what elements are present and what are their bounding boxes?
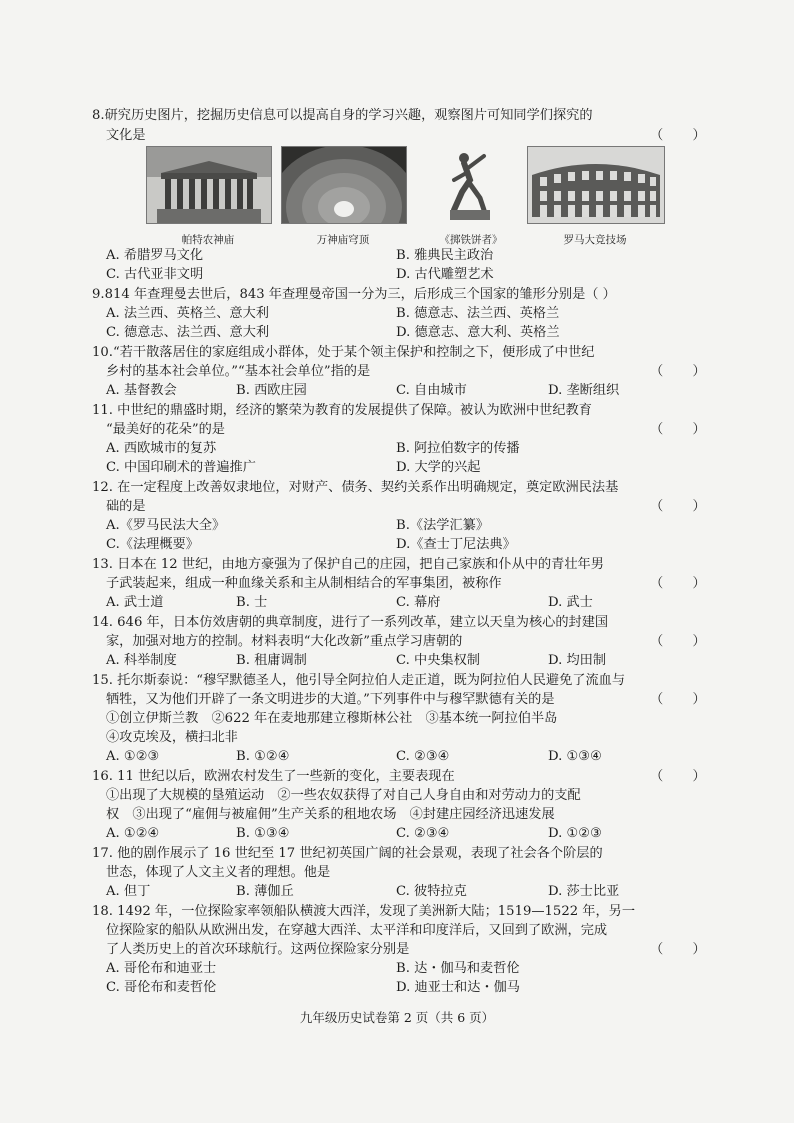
colosseum-photo [527,146,665,224]
question-text: 11. 中世纪的鼎盛时期，经济的繁荣为教育的发展提供了保障。被认为欧洲中世纪教育 [92,403,592,418]
question-text: 10.“若干散落居住的家庭组成小群体，处于某个领主保护和控制之下，便形成了中世纪 [92,345,595,360]
option-b: B. 租庸调制 [236,653,307,668]
photo-strip [0,146,794,250]
question-text: 14. 646 年，日本仿效唐朝的典章制度，进行了一系列改革，建立以天皇为核心的封建国 [92,615,609,630]
photo-caption: 帕特农神庙 [181,234,235,246]
question-text: 8.研究历史图片，挖掘历史信息可以提高自身的学习兴趣，观察图片可知同学们探究的 [92,108,593,123]
answer-paren: （ ） [650,128,706,143]
question-text: 12. 在一定程度上改善奴隶地位，对财产、债务、契约关系作出明确规定，奠定欧洲民法基 [92,480,619,495]
question-text: 文化是 [106,128,146,143]
option-d: D. ①③④ [548,749,602,764]
question-text: 家，加强对地方的控制。材料表明“大化改新”重点学习唐朝的 [106,634,463,649]
answer-paren: （ ） [650,499,706,514]
photo-caption: 罗马大竞技场 [563,234,627,246]
option-a: A. 但丁 [106,884,151,899]
option-d: D.《查士丁尼法典》 [396,537,516,552]
option-a: A. 法兰西、英格兰、意大利 [106,306,269,321]
option-a: A. 西欧城市的复苏 [106,441,217,456]
question-text: 础的是 [106,499,146,514]
parthenon-photo [146,146,272,224]
question-text: 世态，体现了人文主义者的理想。他是 [106,865,331,880]
page-footer: 九年级历史试卷第 2 页（共 6 页） [299,1010,495,1025]
option-d: D. 迪亚士和达・伽马 [396,980,520,995]
option-c: C.《法理概要》 [106,537,199,552]
question-text: 子武装起来，组成一种血缘关系和主从制相结合的军事集团，被称作 [106,576,502,591]
question-text: 17. 他的剧作展示了 16 世纪至 17 世纪初英国广阔的社会景观，表现了社会各个阶层的 [92,846,603,861]
option-a: A. 科举制度 [106,653,177,668]
option-b: B. 德意志、法兰西、英格兰 [396,306,560,321]
option-b: B. 薄伽丘 [236,884,294,899]
answer-paren: （ ） [650,364,706,379]
option-c: C. 古代亚非文明 [106,267,204,282]
answer-paren: （ ） [650,634,706,649]
option-d: D. 大学的兴起 [396,460,481,475]
option-a: A. ①②③ [106,749,160,764]
question-text: 13. 日本在 12 世纪，由地方豪强为了保护自己的庄园，把自己家族和仆从中的青壮年男 [92,557,604,572]
option-a: A. 基督教会 [106,383,177,398]
option-d: D. 均田制 [548,653,607,668]
option-c: C. 中国印刷术的普遍推广 [106,460,256,475]
option-b: B. 雅典民主政治 [396,248,494,263]
option-d: D. 莎士比亚 [548,884,620,899]
photo-caption: 万神庙穹顶 [316,234,370,246]
question-text: “最美好的花朵”的是 [106,422,225,437]
question-text: 位探险家的船队从欧洲出发，在穿越大西洋、太平洋和印度洋后，又回到了欧洲，完成 [106,923,608,938]
option-d: D. 德意志、意大利、英格兰 [396,325,560,340]
answer-paren: （ ） [650,769,706,784]
option-b: B.《法学汇纂》 [396,518,490,533]
question-text: 了人类历史上的首次环球航行。这两位探险家分别是 [106,942,410,957]
answer-paren: （ ） [650,576,706,591]
statement-list: ①出现了大规模的垦殖运动 ②一些农奴获得了对自己人身自由和对劳动力的支配 [106,788,581,803]
option-a: A.《罗马民法大全》 [106,518,226,533]
option-c: C. ②③④ [396,749,450,764]
pantheon-dome-photo [281,146,407,224]
option-c: C. 哥伦布和麦哲伦 [106,980,217,995]
statement-list: 权 ③出现了“雇佣与被雇佣”生产关系的租地农场 ④封建庄园经济迅速发展 [106,807,555,822]
option-b: B. 阿拉伯数字的传播 [396,441,520,456]
statement-list: ①创立伊斯兰教 ②622 年在麦地那建立穆斯林公社 ③基本统一阿拉伯半岛 [106,711,558,726]
photo-caption: 《掷铁饼者》 [439,234,503,246]
option-c: C. ②③④ [396,826,450,841]
option-b: B. 西欧庄园 [236,383,307,398]
option-d: D. ①②③ [548,826,602,841]
answer-paren: （ ） [650,422,706,437]
option-d: D. 垄断组织 [548,383,620,398]
question-text: 9.814 年查理曼去世后，843 年查理曼帝国一分为三，后形成三个国家的雏形分别是（ ） [92,287,616,302]
question-text: 牺牲，又为他们开辟了一条文明进步的大道。”下列事件中与穆罕默德有关的是 [106,692,555,707]
option-c: C. 中央集权制 [396,653,480,668]
option-a: A. ①②④ [106,826,160,841]
option-b: B. ①②④ [236,749,290,764]
option-c: C. 彼特拉克 [396,884,467,899]
question-text: 乡村的基本社会单位。”“基本社会单位”指的是 [106,364,371,379]
option-b: B. 达・伽马和麦哲伦 [396,961,520,976]
question-text: 18. 1492 年，一位探险家率领船队横渡大西洋，发现了美洲新大陆；1519—1522 年，另一 [92,904,636,919]
option-b: B. ①③④ [236,826,290,841]
option-c: C. 自由城市 [396,383,467,398]
option-a: A. 武士道 [106,595,164,610]
option-b: B. 士 [236,595,268,610]
question-text: 16. 11 世纪以后，欧洲农村发生了一些新的变化，主要表现在 [92,769,455,784]
option-a: A. 哥伦布和迪亚士 [106,961,217,976]
statement-list: ④攻克埃及，横扫北非 [106,730,238,745]
option-d: D. 武士 [548,595,593,610]
discobolus-photo [440,146,502,222]
answer-paren: （ ） [650,942,706,957]
option-d: D. 古代雕塑艺术 [396,267,494,282]
question-text: 15. 托尔斯泰说：“穆罕默德圣人，他引导全阿拉伯人走正道，既为阿拉伯人民避免了流血与 [92,673,626,688]
option-a: A. 希腊罗马文化 [106,248,204,263]
option-c: C. 幕府 [396,595,441,610]
option-c: C. 德意志、法兰西、意大利 [106,325,270,340]
answer-paren: （ ） [650,692,706,707]
